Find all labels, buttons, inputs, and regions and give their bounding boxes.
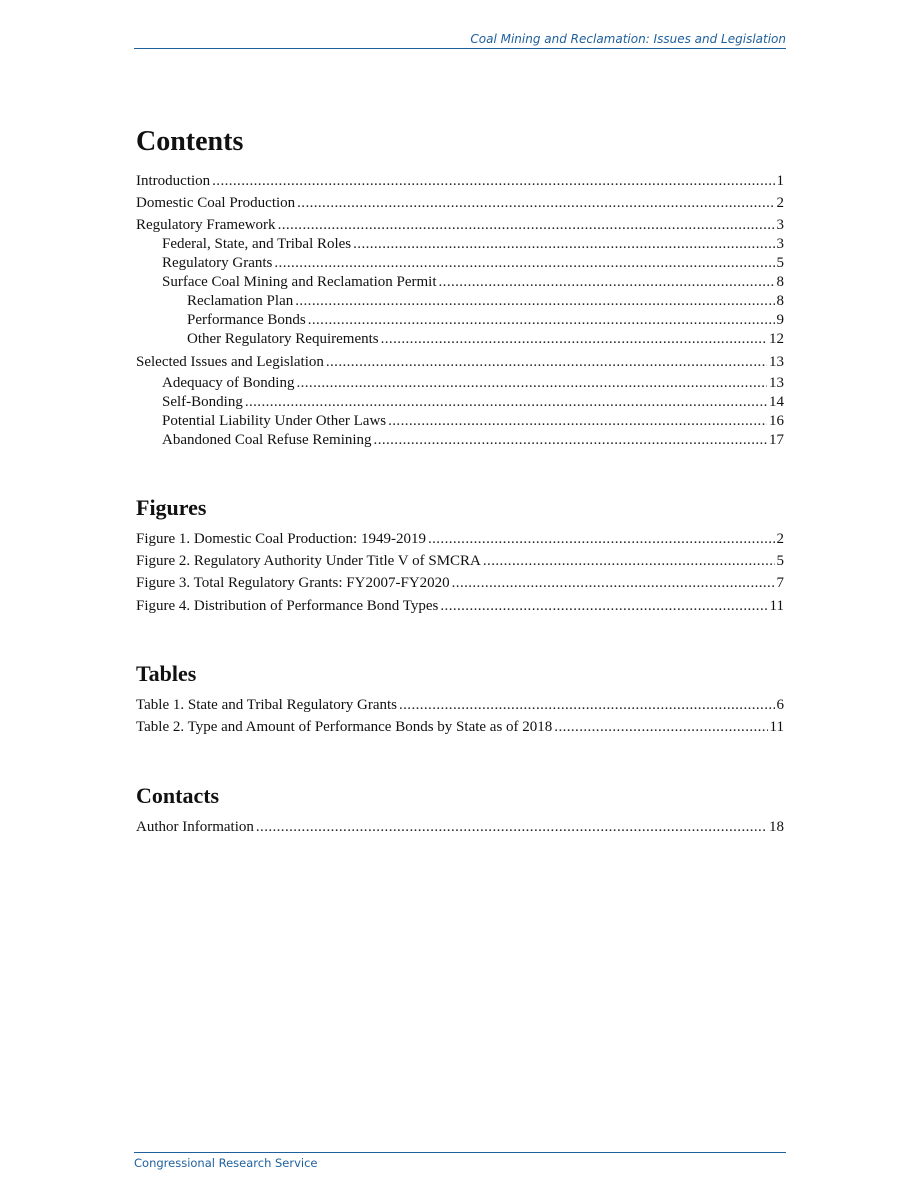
page-footer — [134, 1152, 786, 1170]
toc-entry-label: Reclamation Plan — [187, 293, 294, 310]
contacts-list — [136, 818, 784, 837]
toc-entry-label: Author Information — [136, 818, 254, 835]
toc-leader — [388, 412, 767, 431]
toc-leader — [295, 292, 774, 311]
toc-entry-page: 5 — [776, 255, 784, 272]
toc-entry-label: Regulatory Grants — [162, 255, 273, 272]
toc-entry[interactable] — [136, 574, 784, 593]
toc-entry[interactable] — [136, 718, 784, 737]
toc-leader — [308, 311, 775, 330]
toc-entry[interactable] — [136, 254, 784, 273]
toc-entry-page: 17 — [769, 431, 784, 448]
toc-entry-page: 11 — [769, 719, 784, 736]
toc-entry-page: 3 — [776, 236, 784, 253]
toc-leader — [483, 552, 775, 571]
toc-entry[interactable] — [136, 172, 784, 191]
toc-leader — [554, 718, 767, 737]
toc-entry[interactable] — [136, 353, 784, 372]
figures-heading: Figures — [136, 494, 207, 520]
toc-entry-label: Table 1. State and Tribal Regulatory Grants — [136, 697, 397, 714]
toc-leader — [274, 254, 774, 273]
toc-entry-label: Selected Issues and Legislation — [136, 353, 324, 370]
contents-list — [136, 172, 784, 450]
toc-entry-label: Figure 2. Regulatory Authority Under Title V of SMCRA — [136, 553, 481, 570]
toc-entry-page: 8 — [776, 274, 784, 291]
footer-organization: Congressional Research Service — [134, 1156, 318, 1170]
toc-entry-label: Figure 4. Distribution of Performance Bond Types — [136, 597, 439, 614]
tables-list — [136, 696, 784, 737]
toc-entry[interactable] — [136, 530, 784, 549]
toc-entry[interactable] — [136, 552, 784, 571]
toc-entry[interactable] — [136, 431, 784, 450]
toc-entry-page: 7 — [776, 575, 784, 592]
toc-leader — [326, 353, 767, 372]
toc-leader — [278, 216, 775, 235]
toc-leader — [374, 431, 767, 450]
toc-entry-page: 1 — [776, 173, 784, 189]
toc-entry-page: 2 — [776, 530, 784, 547]
toc-entry-page: 3 — [776, 217, 784, 234]
toc-entry-page: 11 — [769, 597, 784, 614]
toc-entry[interactable] — [136, 818, 784, 837]
toc-entry[interactable] — [136, 330, 784, 349]
toc-entry-page: 5 — [776, 553, 784, 570]
toc-entry-page: 8 — [776, 293, 784, 310]
toc-content — [136, 124, 784, 837]
toc-leader — [452, 574, 775, 593]
toc-leader — [297, 194, 774, 213]
toc-entry-label: Surface Coal Mining and Reclamation Permit — [162, 274, 437, 291]
toc-leader — [440, 597, 767, 616]
toc-entry-label: Adequacy of Bonding — [162, 374, 295, 391]
toc-leader — [381, 330, 767, 349]
toc-entry-page: 6 — [776, 697, 784, 714]
toc-entry-label: Self-Bonding — [162, 393, 243, 410]
toc-entry-label: Other Regulatory Requirements — [187, 331, 379, 348]
contacts-heading: Contacts — [136, 782, 220, 808]
toc-entry[interactable] — [136, 696, 784, 715]
tables-heading: Tables — [136, 661, 197, 687]
toc-entry[interactable] — [136, 216, 784, 235]
toc-entry-label: Potential Liability Under Other Laws — [162, 412, 387, 429]
toc-entry[interactable] — [136, 194, 784, 213]
toc-entry-label: Performance Bonds — [187, 312, 306, 329]
toc-leader — [212, 172, 774, 191]
figures-list — [136, 530, 784, 616]
toc-leader — [256, 818, 767, 837]
spacer — [136, 619, 784, 660]
toc-entry-label: Introduction — [136, 173, 211, 189]
toc-entry-page: 16 — [769, 412, 784, 429]
toc-leader — [399, 696, 775, 715]
toc-entry-page: 13 — [769, 353, 784, 370]
toc-entry-page: 14 — [769, 393, 784, 410]
toc-entry-label: Figure 3. Total Regulatory Grants: FY2007-FY2020 — [136, 575, 450, 592]
toc-entry-label: Table 2. Type and Amount of Performance Bonds by State as of 2018 — [136, 719, 553, 736]
toc-entry-label: Abandoned Coal Refuse Remining — [162, 431, 372, 448]
toc-leader — [428, 530, 775, 549]
toc-entry[interactable] — [136, 311, 784, 330]
toc-leader — [439, 273, 775, 292]
toc-entry[interactable] — [136, 374, 784, 393]
spacer — [136, 450, 784, 494]
toc-entry-page: 12 — [769, 331, 784, 348]
toc-entry-label: Regulatory Framework — [136, 217, 276, 234]
toc-entry-page: 9 — [776, 312, 784, 329]
toc-entry[interactable] — [136, 597, 784, 616]
spacer — [136, 741, 784, 782]
toc-entry[interactable] — [136, 235, 784, 254]
toc-leader — [245, 393, 767, 412]
toc-entry-page: 18 — [769, 818, 784, 835]
toc-entry[interactable] — [136, 292, 784, 311]
toc-entry[interactable] — [136, 412, 784, 431]
toc-entry[interactable] — [136, 273, 784, 292]
toc-entry-label: Figure 1. Domestic Coal Production: 1949-2019 — [136, 530, 426, 547]
toc-leader — [296, 374, 767, 393]
toc-leader — [353, 235, 774, 254]
toc-entry-page: 2 — [776, 195, 784, 212]
toc-entry-page: 13 — [769, 374, 784, 391]
toc-entry[interactable] — [136, 393, 784, 412]
toc-entry-label: Domestic Coal Production — [136, 195, 296, 212]
running-header — [134, 32, 786, 49]
contents-heading: Contents — [136, 126, 244, 157]
toc-entry-label: Federal, State, and Tribal Roles — [162, 236, 352, 253]
running-header-title: Coal Mining and Reclamation: Issues and Legislation — [470, 32, 786, 46]
